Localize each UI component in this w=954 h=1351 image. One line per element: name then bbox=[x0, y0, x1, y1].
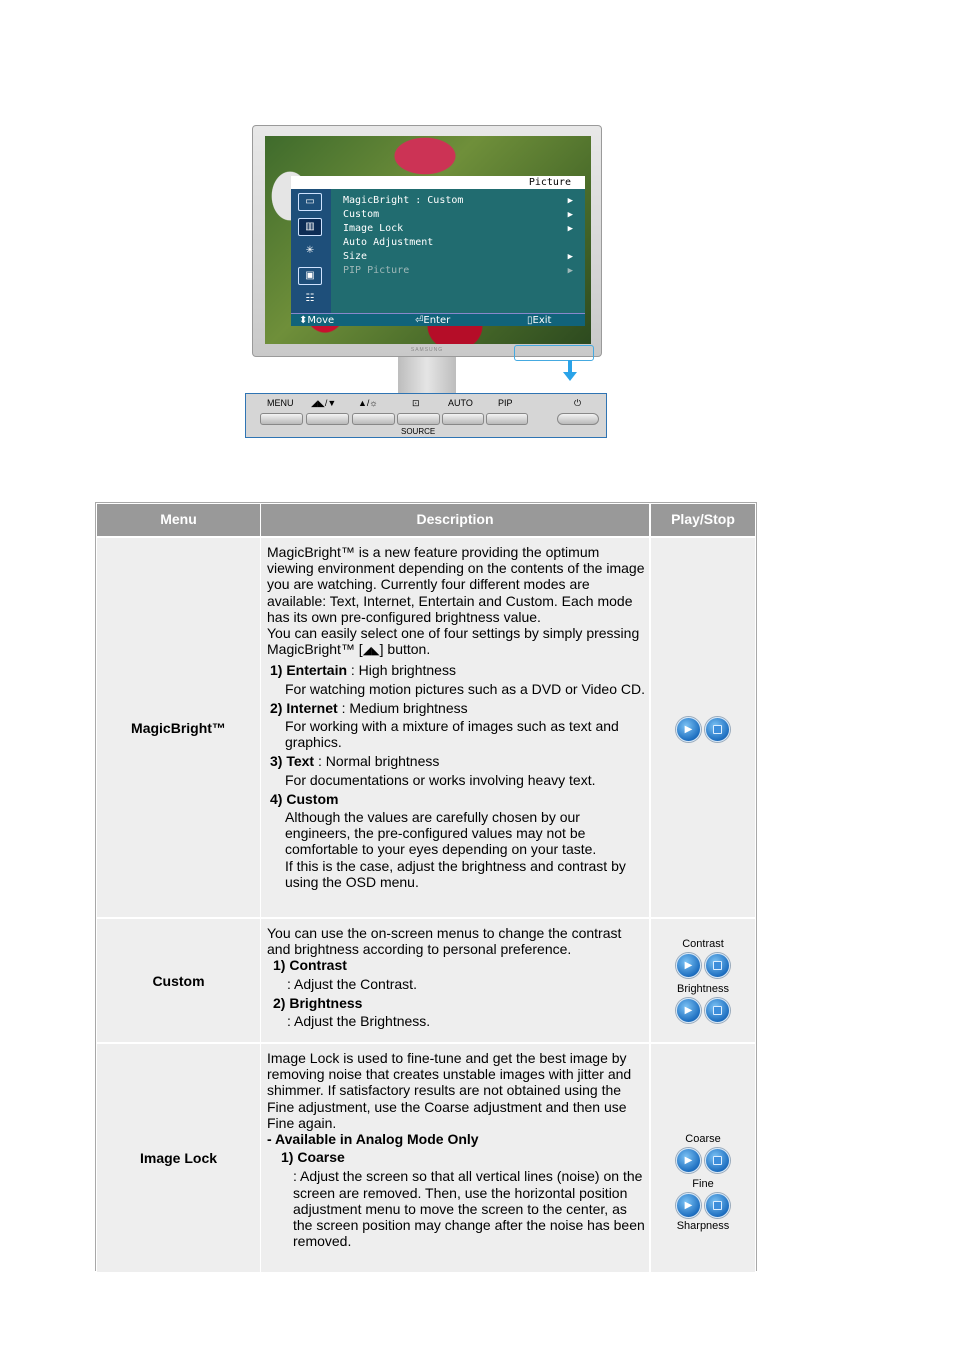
osd-footer bbox=[291, 313, 585, 326]
table-row-custom bbox=[96, 919, 756, 1042]
button-highlight bbox=[514, 345, 594, 361]
pip-button[interactable] bbox=[486, 413, 528, 425]
magicbright-icon: ◢◣ bbox=[362, 645, 380, 658]
item-brightness-text: : Adjust the Brightness. bbox=[287, 1013, 431, 1030]
osd-exit-hint: ▯Exit bbox=[527, 315, 552, 326]
contrast-label: Contrast bbox=[682, 938, 724, 950]
description-cell-custom bbox=[261, 919, 649, 1042]
custom-intro: You can use the on-screen menus to change the contrast and brightness according to personal preference. bbox=[267, 925, 622, 958]
input-icon: ▭ bbox=[298, 193, 322, 211]
osd-category-bar bbox=[291, 189, 331, 313]
monitor-illustration bbox=[252, 125, 602, 357]
header-menu: Menu bbox=[97, 504, 260, 536]
menu-cell-custom: Custom bbox=[97, 919, 260, 1042]
item-coarse-text: : Adjust the screen so that all vertical lines (noise) on the screen are removed. Then, use the horizontal position adjustment menu to move the screen to the center, as the screen position may change after the noise has been removed. bbox=[293, 1168, 645, 1250]
item-contrast-title: 1) Contrast bbox=[273, 957, 347, 974]
item-internet-text: For working with a mixture of images such as text and graphics. bbox=[285, 718, 619, 751]
wand-icon: ✳ bbox=[305, 245, 315, 256]
playstop-cell-custom bbox=[651, 919, 755, 1042]
brand-logo: SAMSUNG bbox=[410, 347, 444, 353]
brightness-stop-button[interactable] bbox=[705, 998, 730, 1023]
fine-label: Fine bbox=[692, 1178, 714, 1190]
playstop-cell-image-lock bbox=[651, 1044, 755, 1272]
power-label: ⏻ bbox=[574, 398, 582, 408]
pip-icon: ▣ bbox=[298, 267, 322, 285]
table-header bbox=[96, 504, 756, 536]
coarse-play-button[interactable]: ▶ bbox=[676, 1148, 701, 1173]
brightness-label: ▲/☼ bbox=[358, 398, 378, 408]
item-brightness-title: 2) Brightness bbox=[273, 994, 363, 1011]
coarse-stop-button[interactable] bbox=[705, 1148, 730, 1173]
auto-label: AUTO bbox=[448, 398, 473, 408]
sharpness-label: Sharpness bbox=[676, 1220, 730, 1232]
osd-menu bbox=[291, 176, 585, 326]
osd-header bbox=[291, 176, 585, 189]
brightness-play-button[interactable]: ▶ bbox=[676, 998, 701, 1023]
fine-stop-button[interactable] bbox=[705, 1193, 730, 1218]
osd-item-magicbright: MagicBright : Custom ▶ bbox=[343, 195, 573, 206]
table-row-image-lock bbox=[96, 1044, 756, 1272]
down-arrow-icon bbox=[563, 360, 577, 382]
brightness-button[interactable] bbox=[352, 413, 395, 425]
table-row-magicbright bbox=[96, 538, 756, 917]
item-entertain-text: For watching motion pictures such as a DVD or Video CD. bbox=[285, 680, 646, 697]
osd-items bbox=[343, 194, 573, 278]
control-panel bbox=[245, 393, 607, 438]
magicbright-button[interactable] bbox=[306, 413, 349, 425]
monitor-stand bbox=[398, 357, 456, 393]
power-button[interactable] bbox=[557, 413, 599, 425]
source-label: SOURCE bbox=[401, 427, 436, 436]
osd-item-custom: Custom ▶ bbox=[343, 209, 573, 220]
item-coarse-title: 1) Coarse bbox=[281, 1149, 345, 1166]
osd-enter-hint: ⏎Enter bbox=[415, 315, 451, 326]
image-lock-intro: Image Lock is used to fine-tune and get the best image by removing noise that creates unstable images with jitter and shimmer. If satisfactory results are not obtained using the Fine adjustment, use the Coarse adjustment and then use Fine again. bbox=[267, 1050, 632, 1131]
monitor-screen bbox=[265, 136, 591, 344]
analog-mode-note: - Available in Analog Mode Only bbox=[267, 1131, 479, 1148]
item-contrast-text: : Adjust the Contrast. bbox=[287, 975, 417, 992]
feature-table bbox=[95, 502, 757, 1271]
osd-item-pip-picture: PIP Picture ▶ bbox=[343, 265, 573, 276]
header-playstop: Play/Stop bbox=[651, 504, 755, 536]
magicbright-label: ◢◣/▼ bbox=[311, 398, 337, 408]
play-button[interactable]: ▶ bbox=[676, 717, 701, 742]
item-custom-text: Although the values are carefully chosen by our engineers, the pre-configured values may not be comfortable to your eyes depending on your taste. bbox=[285, 809, 597, 858]
item-custom-title: 4) Custom bbox=[270, 790, 339, 807]
stop-button[interactable] bbox=[705, 717, 730, 742]
fine-play-button[interactable]: ▶ bbox=[676, 1193, 701, 1218]
picture-icon: ▥ bbox=[298, 218, 322, 236]
menu-cell-image-lock: Image Lock bbox=[97, 1044, 260, 1272]
pip-label: PIP bbox=[498, 398, 513, 408]
menu-button[interactable] bbox=[260, 413, 303, 425]
setup-icon: ☷ bbox=[305, 293, 315, 304]
auto-button[interactable] bbox=[442, 413, 484, 425]
osd-move-hint: ⬍Move bbox=[299, 315, 335, 326]
item-text-text: For documentations or works involving heavy text. bbox=[285, 771, 596, 788]
item-internet-title: 2) Internet : Medium brightness bbox=[270, 699, 468, 716]
playstop-cell-magicbright bbox=[651, 538, 755, 917]
osd-item-auto-adjustment: Auto Adjustment bbox=[343, 237, 434, 248]
osd-item-image-lock: Image Lock ▶ bbox=[343, 223, 573, 234]
item-text-title: 3) Text : Normal brightness bbox=[270, 753, 440, 770]
brightness-label: Brightness bbox=[677, 983, 729, 995]
contrast-play-button[interactable]: ▶ bbox=[676, 953, 701, 978]
osd-title: Picture bbox=[528, 177, 571, 188]
menu-label: MENU bbox=[267, 398, 294, 408]
item-custom-extra: If this is the case, adjust the brightness and contrast by using the OSD menu. bbox=[285, 857, 626, 890]
header-description: Description bbox=[261, 504, 649, 536]
menu-cell-magicbright: MagicBright™ bbox=[97, 538, 260, 917]
source-button[interactable] bbox=[397, 413, 440, 425]
description-cell-image-lock bbox=[261, 1044, 649, 1272]
description-cell-magicbright bbox=[261, 538, 649, 917]
magicbright-intro2: You can easily select one of four settings by simply pressing MagicBright™ [◢◣] button. bbox=[267, 625, 640, 658]
coarse-label: Coarse bbox=[685, 1133, 721, 1145]
item-entertain-title: 1) Entertain : High brightness bbox=[270, 662, 456, 679]
magicbright-intro: MagicBright™ is a new feature providing the optimum viewing environment depending on the contents of the image you are watching. Currently four different modes are available: Text, Internet, Entertain and Custom. Each mode has its own pre-configured brightness value. bbox=[267, 544, 645, 625]
osd-item-size: Size ▶ bbox=[343, 251, 573, 262]
input-label: ⊡ bbox=[412, 398, 420, 408]
contrast-stop-button[interactable] bbox=[705, 953, 730, 978]
